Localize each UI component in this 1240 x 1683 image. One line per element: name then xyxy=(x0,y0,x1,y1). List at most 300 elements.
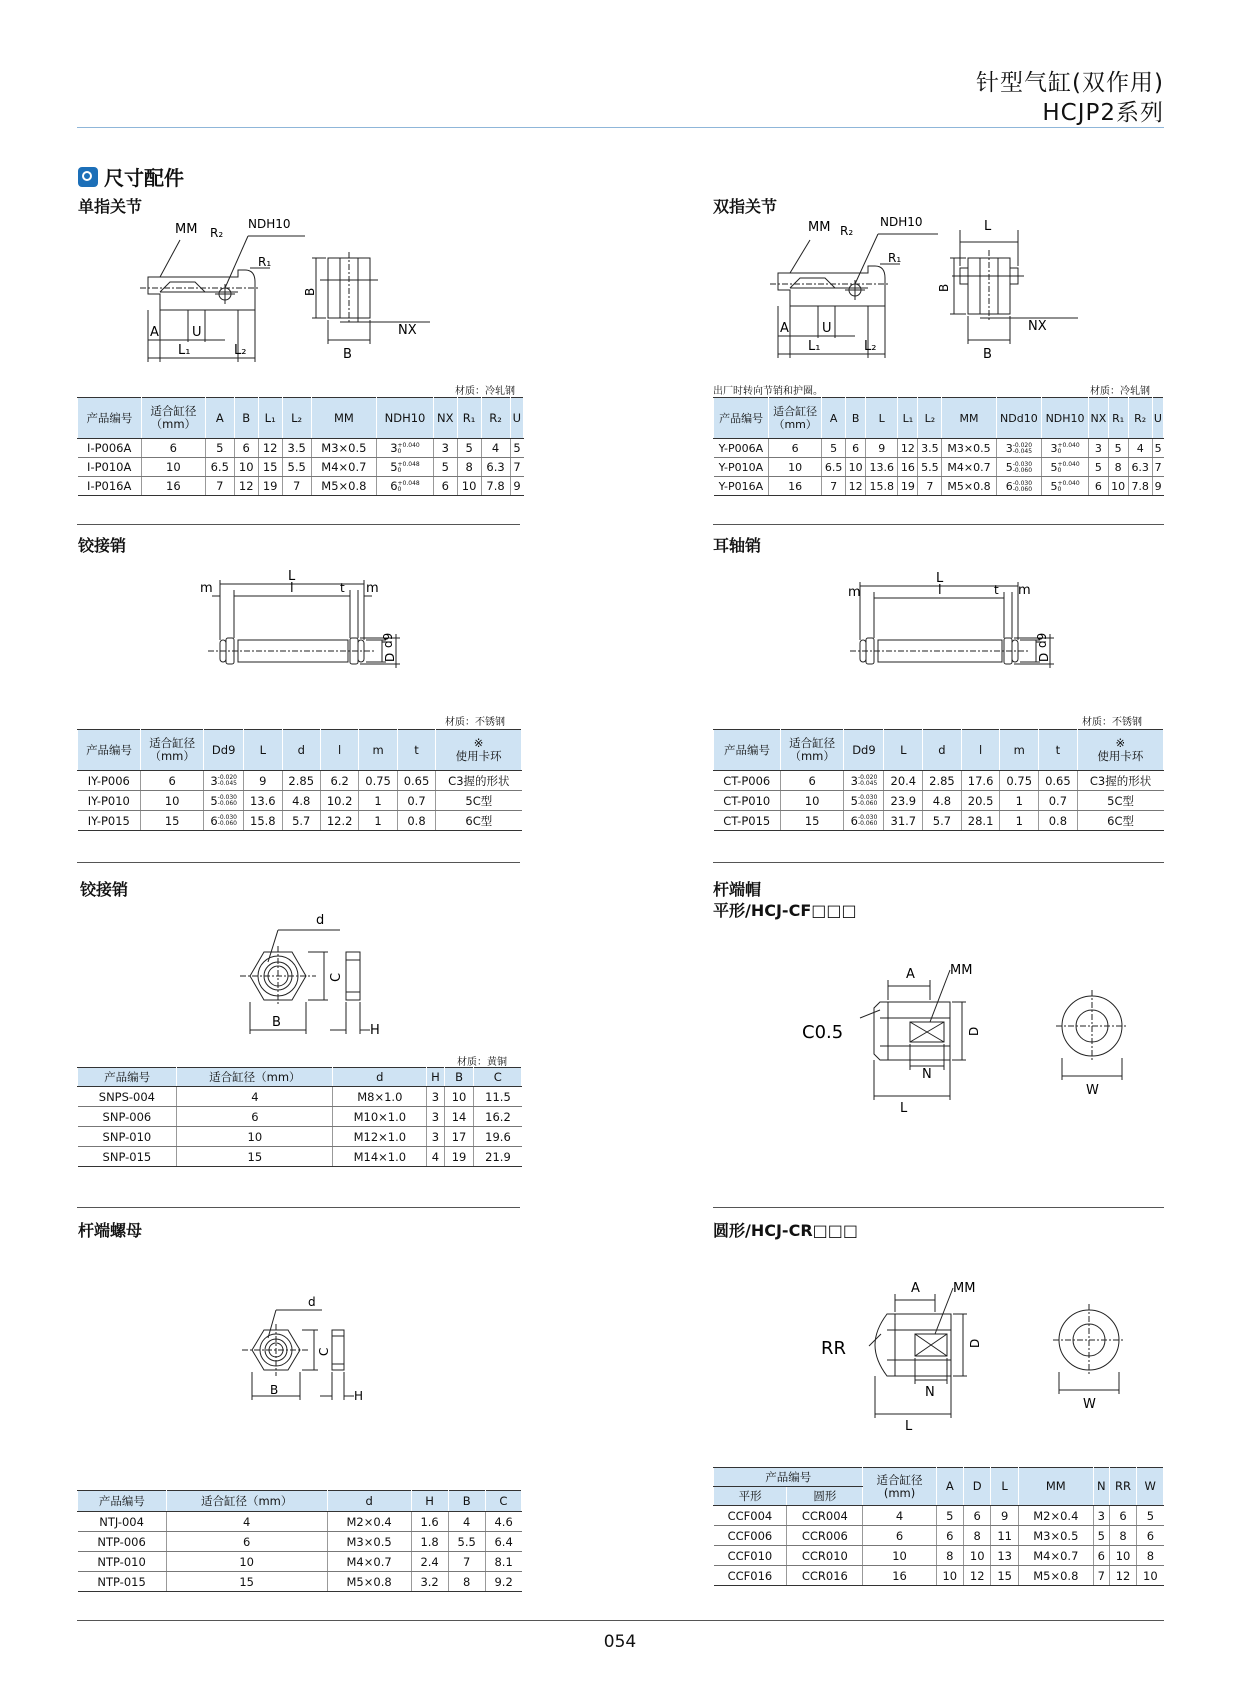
table-cell: 28.1 xyxy=(961,811,1000,831)
table-cell: 5 xyxy=(822,439,846,458)
label-mm: MM xyxy=(175,222,198,237)
table-row xyxy=(714,771,1164,791)
tolerance-value: 3-0.020 -0.045 xyxy=(210,773,237,788)
table-cell: M5×0.8 xyxy=(942,477,996,496)
table-header-cell: l xyxy=(320,730,358,771)
table-cell: 12 xyxy=(234,477,258,496)
table-cell: IY-P010 xyxy=(78,791,141,811)
table-cell: 7.8 xyxy=(481,477,510,496)
table-header-cell: R₁ xyxy=(1108,398,1128,439)
table-cell: 4 xyxy=(481,439,510,458)
table-cell: 6 xyxy=(1137,1526,1164,1546)
table-cell: 1 xyxy=(359,811,397,831)
table-cell: 4.6 xyxy=(485,1512,521,1532)
table-cell: M12×1.0 xyxy=(333,1127,427,1147)
label-H: H xyxy=(354,1389,364,1403)
table-cell: 12 xyxy=(964,1566,991,1586)
table-cell: M3×0.5 xyxy=(942,439,996,458)
section-title-text: 尺寸配件 xyxy=(104,166,184,190)
table-header-cell: ※ 使用卡环 xyxy=(1077,730,1163,771)
table-cell: 9 xyxy=(1152,477,1163,496)
tolerance: +0.040 0 xyxy=(1057,479,1080,493)
table-cell: 13 xyxy=(991,1546,1018,1566)
label-D: D xyxy=(383,652,397,662)
table-cell: 6 xyxy=(1093,1546,1109,1566)
table-header-cell: A xyxy=(822,398,846,439)
single-clevis-diagram xyxy=(130,217,470,367)
label-N: N xyxy=(922,1067,932,1082)
table-cell: CCR010 xyxy=(787,1546,863,1566)
table-cell: 10 xyxy=(780,791,843,811)
table-cell: M3×0.5 xyxy=(311,439,376,458)
page-number: 054 xyxy=(603,1632,637,1652)
tolerance: -0.030 -0.060 xyxy=(857,794,878,807)
table-cell: 0.7 xyxy=(1039,791,1078,811)
label-l: l xyxy=(290,581,294,596)
table-cell: 10 xyxy=(234,458,258,477)
tolerance-value: 3-0.020 -0.045 xyxy=(1005,441,1033,455)
table-cell: M5×0.8 xyxy=(311,477,376,496)
table-cell: 3.5 xyxy=(282,439,311,458)
label-l2: L₂ xyxy=(864,339,877,354)
table-cell: IY-P006 xyxy=(78,771,141,791)
table-cell: 31.7 xyxy=(884,811,923,831)
table-header-cell: MM xyxy=(311,398,376,439)
table-row xyxy=(78,1512,522,1532)
table-header-cell: 产品编号 xyxy=(78,398,142,439)
table-cell: 7 xyxy=(510,458,523,477)
table-header-row xyxy=(78,1068,522,1087)
label-r2: R₂ xyxy=(840,224,854,238)
label-RR: RR xyxy=(821,1338,847,1359)
table-header-cell: RR xyxy=(1109,1468,1136,1506)
nut-material: 材质：黄铜 xyxy=(457,1057,507,1068)
table-row xyxy=(78,791,522,811)
table-cell: CCF010 xyxy=(714,1546,787,1566)
table-cell: 5C型 xyxy=(1077,791,1163,811)
table-cell: 19 xyxy=(898,477,918,496)
table-cell: 17 xyxy=(444,1127,474,1147)
table-cell: 5 xyxy=(1152,439,1163,458)
table-cell: 9 xyxy=(510,477,523,496)
header-series: HCJP2系列 xyxy=(1042,100,1164,126)
table-cell: 15 xyxy=(141,811,204,831)
table-cell: M4×0.7 xyxy=(942,458,996,477)
table-cell: 5 xyxy=(1093,1526,1109,1546)
section-icon xyxy=(78,167,98,187)
table-cell: 3 xyxy=(1093,1506,1109,1526)
table-cell: 15 xyxy=(166,1572,327,1592)
table-cell: NTP-010 xyxy=(78,1552,167,1572)
table-cell: 1 xyxy=(1000,791,1039,811)
label-L: L xyxy=(905,1419,913,1434)
table-cell: SNPS-004 xyxy=(78,1087,177,1107)
table-cell: 4.8 xyxy=(282,791,320,811)
table-header-cell: R₂ xyxy=(1128,398,1152,439)
tolerance-value: 3+0.040 0 xyxy=(1050,441,1080,455)
table-header-cell: NDH10 xyxy=(1042,398,1089,439)
table-cell: 10 xyxy=(141,458,205,477)
table-cell: CCR006 xyxy=(787,1526,863,1546)
table-row xyxy=(714,1546,1164,1566)
tolerance: +0.040 0 xyxy=(1057,460,1080,474)
label-MM: MM xyxy=(950,963,973,978)
double-clevis-diagram xyxy=(768,215,1108,366)
table-cell: 10 xyxy=(1108,477,1128,496)
section-title xyxy=(78,162,184,191)
trunnion-pin-title: 耳轴销 xyxy=(713,536,762,555)
table-cell: CT-P006 xyxy=(714,771,781,791)
table-cell: 16 xyxy=(141,477,205,496)
table-cell: 16 xyxy=(863,1566,936,1586)
divider xyxy=(713,1207,1164,1208)
trunnion-pin-material: 材质：不锈钢 xyxy=(1082,717,1142,728)
label-N: N xyxy=(925,1385,935,1400)
table-cell: 6.5 xyxy=(205,458,234,477)
table-header-cell: L₁ xyxy=(898,398,918,439)
label-m: m xyxy=(848,585,861,600)
single-clevis-material: 材质：冷轧钢 xyxy=(455,386,515,397)
table-cell: 6 xyxy=(177,1107,333,1127)
table-cell: 5.5 xyxy=(448,1532,485,1552)
table-header-cell: 产品编号 xyxy=(714,1468,863,1487)
table-cell: 15 xyxy=(258,458,282,477)
table-cell: CT-P015 xyxy=(714,811,781,831)
label-a: A xyxy=(780,321,789,336)
table-cell: 10 xyxy=(964,1546,991,1566)
table-cell: M2×0.4 xyxy=(1018,1506,1093,1526)
table-header-row xyxy=(714,730,1164,771)
table-row xyxy=(78,771,522,791)
table-cell: 2.85 xyxy=(282,771,320,791)
table-cell: 9.2 xyxy=(485,1572,521,1592)
table-cell: 6.3 xyxy=(481,458,510,477)
table-header-cell: L xyxy=(991,1468,1018,1506)
label-B: B xyxy=(272,1015,281,1030)
table-cell: 5.5 xyxy=(918,458,942,477)
table-cell: 10 xyxy=(1137,1566,1164,1586)
table-cell: 4 xyxy=(166,1512,327,1532)
table-header-row xyxy=(714,398,1164,439)
tolerance: -0.030 -0.060 xyxy=(857,814,878,827)
table-cell: 0.65 xyxy=(397,771,435,791)
label-L: L xyxy=(288,569,296,584)
table-cell: M4×0.7 xyxy=(327,1552,411,1572)
table-cell: M4×0.7 xyxy=(1018,1546,1093,1566)
single-clevis-title: 单指关节 xyxy=(78,197,143,216)
table-cell: 12.2 xyxy=(320,811,358,831)
table-cell: 14 xyxy=(444,1107,474,1127)
label-A: A xyxy=(906,967,915,982)
table-cell: 16 xyxy=(898,458,918,477)
table-cell: CCF006 xyxy=(714,1526,787,1546)
table-row xyxy=(714,439,1164,458)
table-cell: M4×0.7 xyxy=(311,458,376,477)
table-cell xyxy=(996,439,1041,458)
header-title: 针型气缸(双作用) xyxy=(976,70,1164,96)
trunnion-pin-diagram xyxy=(850,570,1070,680)
table-cell: 9 xyxy=(866,439,898,458)
table-header-cell: d xyxy=(923,730,962,771)
double-clevis-material: 材质：冷轧钢 xyxy=(1090,386,1150,397)
table-cell: 5 xyxy=(510,439,523,458)
table-header-cell: B xyxy=(234,398,258,439)
table-cell: 7 xyxy=(1152,458,1163,477)
table-header-cell: D xyxy=(964,1468,991,1506)
table-cell: 5 xyxy=(433,458,457,477)
table-header-cell: L₁ xyxy=(258,398,282,439)
table-cell: NTP-006 xyxy=(78,1532,167,1552)
label-l1: L₁ xyxy=(178,343,191,358)
rod-cap-flat-diagram xyxy=(800,960,1130,1120)
label-l2: L₂ xyxy=(234,343,247,358)
table-cell: 3 xyxy=(427,1127,444,1147)
table-cell: 15.8 xyxy=(244,811,282,831)
table-cell: 10 xyxy=(1109,1546,1136,1566)
table-header-cell: NX xyxy=(433,398,457,439)
label-nx: NX xyxy=(1028,319,1047,334)
table-cell: Y-P006A xyxy=(714,439,769,458)
tolerance-value: 5-0.030 -0.060 xyxy=(210,793,237,808)
table-cell: C3握的形状 xyxy=(1077,771,1163,791)
hinge-pin-material: 材质：不锈钢 xyxy=(445,717,505,728)
table-cell: 7 xyxy=(282,477,311,496)
table-cell: 6C型 xyxy=(436,811,522,831)
divider xyxy=(713,862,1164,863)
tolerance: +0.048 0 xyxy=(397,460,420,474)
table-header-cell: 圆形 xyxy=(787,1487,863,1506)
table-cell: 15.8 xyxy=(866,477,898,496)
table-header-cell: A xyxy=(936,1468,963,1506)
label-nd: NDH10 xyxy=(880,215,923,229)
rod-nut-title: 杆端螺母 xyxy=(78,1221,143,1240)
table-header-cell: Dd9 xyxy=(844,730,884,771)
table-header-cell: d xyxy=(282,730,320,771)
label-r1: R₁ xyxy=(888,251,902,265)
label-l: l xyxy=(938,583,942,598)
double-clevis-note: 出厂时转向节销和护圈。 xyxy=(713,386,823,397)
label-D: D xyxy=(967,1026,981,1036)
label-MM: MM xyxy=(953,1281,976,1296)
table-cell: 8 xyxy=(936,1546,963,1566)
table-cell xyxy=(1042,477,1089,496)
table-cell: 2.4 xyxy=(411,1552,448,1572)
table-cell: M5×0.8 xyxy=(1018,1566,1093,1586)
divider xyxy=(713,524,1164,525)
table-cell: 10 xyxy=(863,1546,936,1566)
table-cell: 4.8 xyxy=(923,791,962,811)
tolerance-value: 5+0.048 0 xyxy=(390,460,420,474)
label-b: B xyxy=(303,287,317,296)
table-cell: 11.5 xyxy=(474,1087,522,1107)
table-cell: 6 xyxy=(1089,477,1109,496)
table-cell: 6 xyxy=(1109,1506,1136,1526)
hinge-pin-title: 铰接销 xyxy=(78,536,127,555)
hinge-pin-table xyxy=(77,729,522,831)
label-b2: B xyxy=(343,347,352,362)
table-cell: 6.4 xyxy=(485,1532,521,1552)
table-cell: CT-P010 xyxy=(714,791,781,811)
table-cell: 5 xyxy=(1108,439,1128,458)
table-cell: 16.2 xyxy=(474,1107,522,1127)
tolerance-value: 5-0.030 -0.060 xyxy=(1005,460,1033,474)
single-clevis-table xyxy=(77,397,524,496)
label-t: t xyxy=(994,583,999,597)
table-header-row xyxy=(714,1468,1164,1487)
tolerance: +0.040 0 xyxy=(1057,441,1080,455)
table-header-cell: 产品编号 xyxy=(714,730,781,771)
table-header-cell: R₂ xyxy=(481,398,510,439)
table-cell: 1.8 xyxy=(411,1532,448,1552)
table-header-cell: H xyxy=(411,1491,448,1512)
table-cell xyxy=(204,771,244,791)
table-cell: 8 xyxy=(1108,458,1128,477)
table-cell: I-P010A xyxy=(78,458,142,477)
table-cell: 10 xyxy=(141,791,204,811)
table-cell: 5 xyxy=(1089,458,1109,477)
table-header-cell: 适合缸径（mm） xyxy=(177,1068,333,1087)
nut-title: 铰接销 xyxy=(80,880,129,899)
table-header-cell: d xyxy=(327,1491,411,1512)
table-cell xyxy=(204,791,244,811)
table-cell: 8 xyxy=(448,1572,485,1592)
table-header-cell: m xyxy=(359,730,397,771)
tolerance-value: 6-0.030 -0.060 xyxy=(210,813,237,828)
table-cell: 3.2 xyxy=(411,1572,448,1592)
label-C: C xyxy=(329,972,344,982)
label-W: W xyxy=(1086,1083,1099,1098)
table-header-cell: U xyxy=(1152,398,1163,439)
table-cell: 0.7 xyxy=(397,791,435,811)
table-header-cell: 适合缸径 （mm） xyxy=(769,398,822,439)
table-header-cell: A xyxy=(205,398,234,439)
table-cell: 5 xyxy=(1137,1506,1164,1526)
table-cell: 8 xyxy=(964,1526,991,1546)
table-cell: 8 xyxy=(457,458,481,477)
table-cell: 10 xyxy=(936,1566,963,1586)
table-cell: 6 xyxy=(141,439,205,458)
label-r2: R₂ xyxy=(210,226,224,240)
table-cell: 1.6 xyxy=(411,1512,448,1532)
table-cell: 12 xyxy=(1109,1566,1136,1586)
table-cell: 7 xyxy=(918,477,942,496)
table-cell: 6 xyxy=(863,1526,936,1546)
table-cell: 15 xyxy=(780,811,843,831)
table-header-cell: NX xyxy=(1089,398,1109,439)
tolerance: -0.030 -0.060 xyxy=(1012,460,1033,474)
table-cell: 6 xyxy=(433,477,457,496)
table-cell: 3 xyxy=(427,1107,444,1127)
label-D: D xyxy=(968,1338,982,1348)
table-header-cell: MM xyxy=(942,398,996,439)
tolerance-value: 5+0.040 0 xyxy=(1050,479,1080,493)
table-cell: 10 xyxy=(444,1087,474,1107)
table-cell: 20.4 xyxy=(884,771,923,791)
table-cell: 9 xyxy=(244,771,282,791)
table-header-cell: L xyxy=(866,398,898,439)
label-m: m xyxy=(200,581,213,596)
table-row xyxy=(714,1526,1164,1546)
table-row xyxy=(78,811,522,831)
label-d: d xyxy=(308,1295,316,1309)
table-cell: 12 xyxy=(258,439,282,458)
table-header-cell: B xyxy=(448,1491,485,1512)
table-row xyxy=(78,458,524,477)
table-cell: 19 xyxy=(258,477,282,496)
table-cell: 7 xyxy=(822,477,846,496)
table-header-row xyxy=(78,398,524,439)
table-row xyxy=(78,1147,522,1167)
table-cell: 5 xyxy=(457,439,481,458)
table-row xyxy=(78,477,524,496)
table-cell: NTJ-004 xyxy=(78,1512,167,1532)
table-cell: M14×1.0 xyxy=(333,1147,427,1167)
table-row xyxy=(78,1572,522,1592)
table-cell: 8.1 xyxy=(485,1552,521,1572)
table-header-cell: l xyxy=(961,730,1000,771)
table-cell: Y-P016A xyxy=(714,477,769,496)
table-cell: M3×0.5 xyxy=(1018,1526,1093,1546)
table-header-cell: L xyxy=(884,730,923,771)
table-cell: 4 xyxy=(448,1512,485,1532)
label-u: U xyxy=(192,325,202,340)
table-header-cell: m xyxy=(1000,730,1039,771)
table-cell: 5.7 xyxy=(282,811,320,831)
table-cell: 3 xyxy=(1089,439,1109,458)
table-cell: 16 xyxy=(769,477,822,496)
table-cell: 13.6 xyxy=(866,458,898,477)
label-l: L xyxy=(984,219,992,234)
table-cell xyxy=(844,771,884,791)
label-d9: d9 xyxy=(381,632,395,648)
table-cell: 3 xyxy=(427,1087,444,1107)
table-cell: NTP-015 xyxy=(78,1572,167,1592)
table-header-cell: ※ 使用卡环 xyxy=(436,730,522,771)
rod-cap-round-title: 圆形/HCJ-CR□□□ xyxy=(713,1221,858,1240)
hinge-pin-diagram xyxy=(200,568,420,678)
label-m2: m xyxy=(1018,583,1031,598)
label-B: B xyxy=(270,1383,279,1397)
table-cell: 19.6 xyxy=(474,1127,522,1147)
table-header-cell: 适合缸径 (mm) xyxy=(863,1468,936,1506)
table-row xyxy=(714,791,1164,811)
label-nd: NDH10 xyxy=(248,217,291,231)
label-r1: R₁ xyxy=(258,255,272,269)
table-cell: 5C型 xyxy=(436,791,522,811)
tolerance-value: 6-0.030 -0.060 xyxy=(850,813,878,828)
table-cell: 9 xyxy=(991,1506,1018,1526)
table-cell: 10.2 xyxy=(320,791,358,811)
table-header-cell: B xyxy=(846,398,866,439)
table-cell: CCF016 xyxy=(714,1566,787,1586)
table-cell: 15 xyxy=(177,1147,333,1167)
table-header-cell: W xyxy=(1137,1468,1164,1506)
table-cell: 6.5 xyxy=(822,458,846,477)
table-cell xyxy=(377,477,434,496)
label-mm: MM xyxy=(808,220,831,235)
table-header-cell: NDH10 xyxy=(377,398,434,439)
table-header-cell: B xyxy=(444,1068,474,1087)
rod-cap-table xyxy=(713,1467,1164,1586)
tolerance-value: 3+0.040 0 xyxy=(390,441,420,455)
table-cell: 5 xyxy=(936,1506,963,1526)
table-row xyxy=(714,811,1164,831)
tolerance-value: 3-0.020 -0.045 xyxy=(850,773,878,788)
label-H: H xyxy=(370,1023,380,1038)
table-cell xyxy=(1042,439,1089,458)
label-D: D xyxy=(1037,652,1051,662)
table-header-cell: L₂ xyxy=(918,398,942,439)
